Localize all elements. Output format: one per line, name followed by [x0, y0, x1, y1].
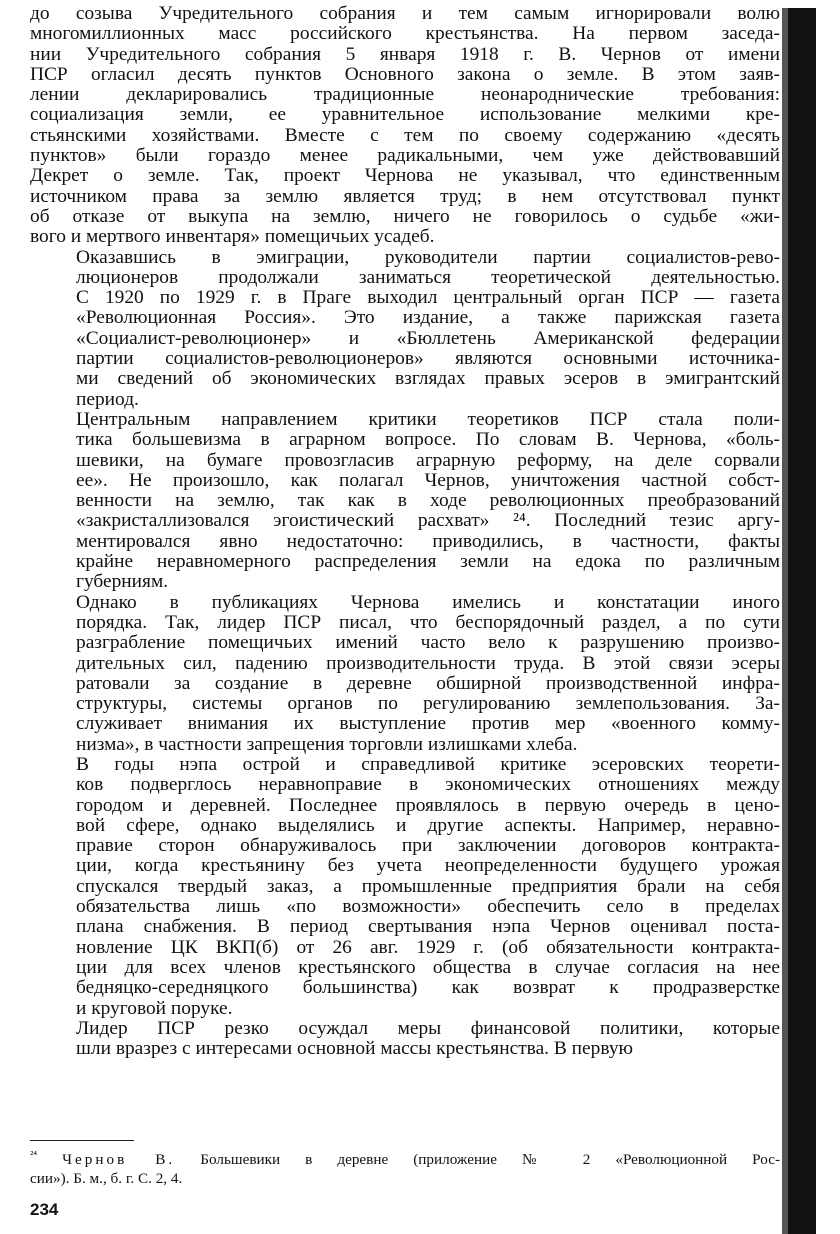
text-line: ментировался явно недостаточно: приводились, в частности, факты [76, 530, 780, 552]
text-line: ции, когда крестьянину без учета неопределенности будущего урожая [76, 855, 780, 877]
paragraph [30, 248, 780, 410]
text-line: ков подверглось неравноправие в экономических отношениях между [76, 774, 780, 796]
text-line: люционеров продолжали заниматься теоретической деятельностью. [76, 266, 780, 288]
footnote-author: Чернов В. [62, 1151, 176, 1168]
text-line: партии социалистов-революционеров» являются основными источника- [76, 348, 780, 370]
footnote-marker: ²⁴ [30, 1148, 38, 1161]
text-line: С 1920 по 1929 г. в Праге выходил центральный орган ПСР — газета [76, 287, 780, 309]
text-line: бедняцко-середняцкого большинства) как возврат к продразверстке [76, 977, 780, 999]
text-line: обязательства лишь «по возможности» обеспечить село в пределах [76, 896, 780, 918]
text-line: ции для всех членов крестьянского общества в случае согласия на нее [76, 956, 780, 978]
paragraph [30, 755, 780, 1019]
text-line: пунктов» были гораздо менее радикальными, чем уже действовавший [30, 145, 780, 167]
text-line: «Социалист-революционер» и «Бюллетень Американской федерации [76, 327, 780, 349]
text-line: служивает внимания их выступление против мер «военного комму- [76, 713, 780, 735]
text-line: стьянскими хозяйствами. Вместе с тем по своему содержанию «десять [30, 124, 780, 146]
text-line: порядка. Так, лидер ПСР писал, что беспорядочный раздел, а по сути [76, 611, 780, 633]
text-line: вой сфере, однако выделялись и другие аспекты. Например, неравно- [76, 814, 780, 836]
text-line: Лидер ПСР резко осуждал меры финансовой политики, которые [76, 1017, 780, 1039]
text-line: Декрет о земле. Так, проект Чернова не указывал, что единственным [30, 165, 780, 187]
paragraph [30, 410, 780, 593]
text-line: губерниям. [76, 571, 169, 593]
text-line: шли вразрез с интересами основной массы крестьянства. В первую [76, 1038, 633, 1060]
text-line: крайне неравномерного распределения земли на едока по различным [76, 551, 780, 573]
text-line: плана снабжения. В период свертывания нэпа Чернов оценивал поста- [76, 916, 780, 938]
text-line: нии Учредительного собрания 5 января 1918 г. В. Чернов от имени [30, 43, 780, 65]
text-line: правие сторон обнаруживалось при заключении договоров контракта- [76, 835, 780, 857]
text-line: источником права за землю является труд; в нем отсутствовал пункт [30, 185, 780, 207]
text-line: социализация земли, ее уравнительное использование мелкими кре- [30, 104, 780, 126]
text-line: ми сведений об экономических взглядах правых эсеров в эмигрантский [76, 368, 780, 390]
text-line: разграбление помещичьих имений часто вело к разрушению произво- [76, 632, 780, 654]
text-line: новление ЦК ВКП(б) от 26 авг. 1929 г. (об обязательности контракта- [76, 936, 780, 958]
text-line: дительных сил, падению производительности труда. В этой связи эсеры [76, 652, 780, 674]
paragraph [30, 1019, 780, 1060]
text-line: многомиллионных масс российского крестьянства. На первом заседа- [30, 23, 780, 45]
text-line: Центральным направлением критики теоретиков ПСР стала поли- [76, 408, 780, 430]
footnote-line [30, 1150, 780, 1169]
text-line: об отказе от выкупа на землю, ничего не говорилось о судьбе «жи- [30, 205, 780, 227]
text-line: ПСР огласил десять пунктов Основного закона о земле. В этом заяв- [30, 63, 780, 85]
text-line: венности на землю, так как в ходе революционных преобразований [76, 490, 780, 512]
text-line: городом и деревней. Последнее проявлялось в первую очередь в цено- [76, 794, 780, 816]
text-line: структуры, системы органов по регулированию землепользования. За- [76, 693, 780, 715]
text-line: В годы нэпа острой и справедливой критике эсеровских теорети- [76, 753, 780, 775]
text-line: Однако в публикациях Чернова имелись и констатации иного [76, 591, 780, 613]
text-line: ратовали за создание в деревне обширной производственной инфра- [76, 672, 780, 694]
text-line: до созыва Учредительного собрания и тем самым игнорировали волю [30, 3, 780, 24]
text-line: вого и мертвого инвентаря» помещичьих усадеб. [30, 226, 435, 248]
footnote-text-1: Большевики в деревне (приложение № 2 «Революционной Рос- [200, 1151, 781, 1168]
text-line: шевики, на бумаге провозгласив аграрную реформу, на деле сорвали [76, 449, 780, 471]
text-line: Оказавшись в эмиграции, руководители партии социалистов-рево- [76, 246, 780, 268]
text-line: «Революционная Россия». Это издание, а также парижская газета [76, 307, 780, 329]
text-line: период. [76, 388, 139, 410]
text-line: «закристаллизовался эгоистический расхват» ²⁴. Последний тезис аргу- [76, 510, 780, 532]
page-number: 234 [30, 1200, 59, 1219]
scan-edge-shadow [786, 8, 816, 1234]
text-line: и круговой поруке. [76, 997, 233, 1019]
paragraph [30, 4, 780, 248]
page-body [30, 4, 780, 1059]
footnote-rule [30, 1140, 134, 1141]
footnote-line: сии»). Б. м., б. г. С. 2, 4. [30, 1170, 183, 1187]
text-line: лении декларировались традиционные неонароднические требования: [30, 84, 780, 106]
paragraph [30, 593, 780, 755]
text-line: тика большевизма в аграрном вопросе. По словам В. Чернова, «боль- [76, 429, 780, 451]
text-line: ее». Не произошло, как полагал Чернов, уничтожения частной собст- [76, 469, 780, 491]
text-line: низма», в частности запрещения торговли излишками хлеба. [76, 733, 578, 755]
footnote [30, 1150, 780, 1188]
text-line: спускался твердый заказ, а промышленные предприятия брали на себя [76, 875, 780, 897]
